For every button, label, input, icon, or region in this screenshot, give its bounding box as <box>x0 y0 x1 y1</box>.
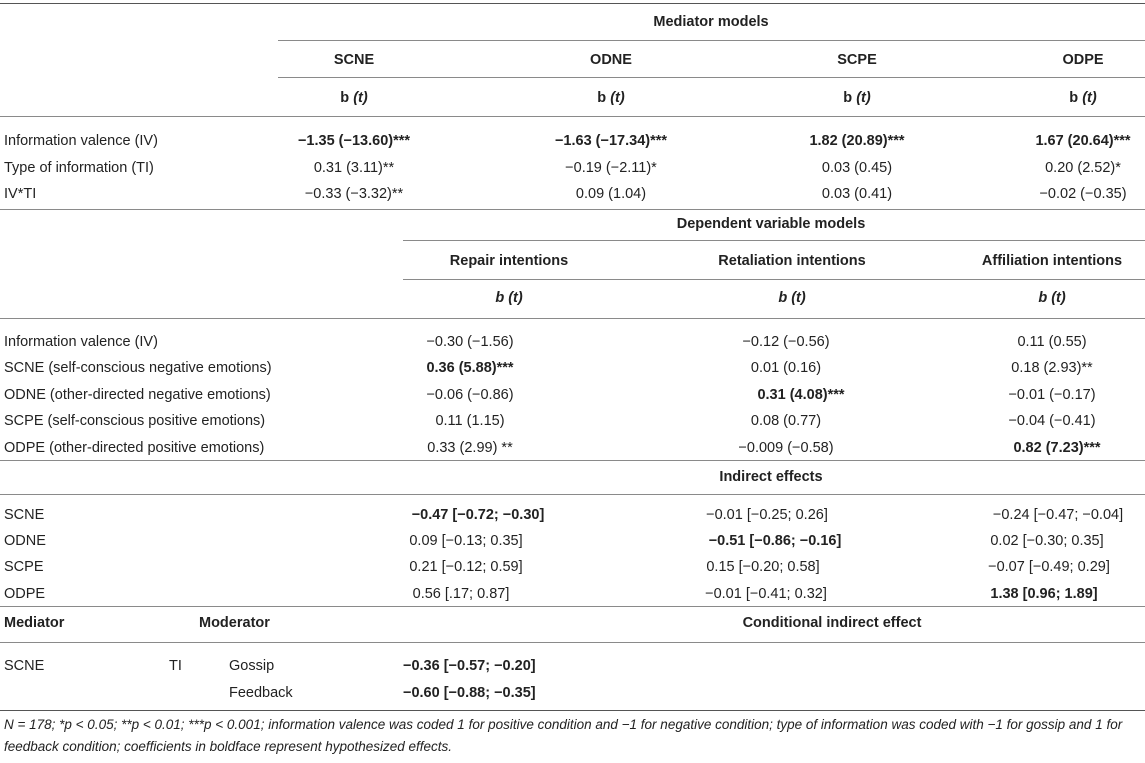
section-divider-2 <box>0 460 1145 461</box>
moderator-header: Moderator <box>199 615 270 631</box>
mediator-title-rule <box>278 40 1145 41</box>
row-label: IV*TI <box>4 186 37 202</box>
table-cell: 0.02 [−0.30; 0.35] <box>990 533 1104 549</box>
table-cell: −0.36 [−0.57; −0.20] <box>403 658 536 674</box>
row-label: Information valence (IV) <box>4 133 158 149</box>
table-cell: −0.19 (−2.11)* <box>565 160 657 176</box>
moderator-value: TI <box>169 658 182 674</box>
row-label: SCPE (self-conscious positive emotions) <box>4 413 266 429</box>
table-cell: −0.02 (−0.35) <box>1039 186 1127 202</box>
dv-col-retaliation: Retaliation intentions <box>718 253 866 269</box>
mediator-col-odpe: ODPE <box>1062 52 1104 68</box>
table-cell: −0.60 [−0.88; −0.35] <box>403 685 536 701</box>
moderator-level: Feedback <box>229 685 293 701</box>
conditional-effect-header: Conditional indirect effect <box>742 615 922 631</box>
table-cell: 0.01 (0.16) <box>750 360 822 376</box>
row-label: SCNE (self-conscious negative emotions) <box>4 360 272 376</box>
table-cell: 0.08 (0.77) <box>750 413 822 429</box>
table-bottom-rule <box>0 710 1145 711</box>
table-cell: 0.36 (5.88)*** <box>426 360 514 376</box>
dv-col-repair: Repair intentions <box>449 253 569 269</box>
table-cell: −0.009 (−0.58) <box>738 440 834 456</box>
section-divider-1 <box>0 209 1145 210</box>
mediator-col-odne: ODNE <box>590 52 632 68</box>
mediator-col-scpe: SCPE <box>837 52 877 68</box>
row-label: SCNE <box>4 507 45 523</box>
mediator-col-scne: SCNE <box>333 52 375 68</box>
dv-stat-affiliation: b (t) <box>1038 290 1066 306</box>
table-cell: 0.18 (2.93)** <box>1011 360 1093 376</box>
table-cell: 0.56 [.17; 0.87] <box>412 586 510 602</box>
dv-stat-retaliation: b (t) <box>778 290 806 306</box>
moderator-level: Gossip <box>229 658 275 674</box>
dv-col-affiliation: Affiliation intentions <box>981 253 1123 269</box>
table-cell: 1.82 (20.89)*** <box>809 133 905 149</box>
row-label: ODNE <box>4 533 46 549</box>
table-cell: 1.38 [0.96; 1.89] <box>990 586 1098 602</box>
row-label: ODPE <box>4 586 46 602</box>
mediator-stat-rule <box>0 116 1145 117</box>
table-cell: 0.03 (0.45) <box>821 160 893 176</box>
indirect-title-rule <box>0 494 1145 495</box>
dv-stat-repair: b (t) <box>495 290 523 306</box>
table-cell: 0.31 (3.11)** <box>313 160 395 176</box>
table-cell: −0.01 [−0.25; 0.26] <box>706 507 828 523</box>
section-divider-3 <box>0 606 1145 607</box>
mediator-stat-scpe: b (t) <box>843 90 871 106</box>
row-label: Type of information (TI) <box>4 160 154 176</box>
table-cell: 0.11 (0.55) <box>1017 334 1087 350</box>
table-cell: 0.33 (2.99) ** <box>427 440 513 456</box>
table-top-rule <box>0 3 1145 4</box>
table-cell: −0.33 (−3.32)** <box>304 186 404 202</box>
table-cell: 0.20 (2.52)* <box>1045 160 1121 176</box>
mediator-models-title: Mediator models <box>653 14 769 30</box>
table-cell: −0.01 [−0.41; 0.32] <box>705 586 827 602</box>
mediator-columns-rule <box>278 77 1145 78</box>
table-cell: 0.31 (4.08)*** <box>757 387 845 403</box>
table-cell: −0.04 (−0.41) <box>1008 413 1096 429</box>
table-footnote: N = 178; *p < 0.05; **p < 0.01; ***p < 0.001; information valence was coded 1 for positive condition and −1 for negative condition; type of information was coded with −1 for gossip and 1 for feedback condition; coefficients in boldface represent hypothesized effects. <box>4 717 1123 754</box>
table-cell: 0.09 (1.04) <box>575 186 647 202</box>
indirect-effects-title: Indirect effects <box>719 469 823 485</box>
conditional-header-rule <box>0 642 1145 643</box>
table-cell: 0.82 (7.23)*** <box>1013 440 1101 456</box>
dv-columns-rule <box>403 279 1145 280</box>
mediator-header: Mediator <box>4 615 65 631</box>
mediator-stat-scne: b (t) <box>340 90 368 106</box>
table-cell: 0.09 [−0.13; 0.35] <box>409 533 523 549</box>
table-cell: −0.51 [−0.86; −0.16] <box>708 533 842 549</box>
table-cell: −0.07 [−0.49; 0.29] <box>988 559 1110 575</box>
table-cell: −1.63 (−17.34)*** <box>554 133 668 149</box>
table-cell: 1.67 (20.64)*** <box>1035 133 1131 149</box>
table-cell: 0.21 [−0.12; 0.59] <box>409 559 523 575</box>
dv-models-title: Dependent variable models <box>676 216 866 232</box>
table-cell: −0.47 [−0.72; −0.30] <box>411 507 545 523</box>
dv-stat-rule <box>0 318 1145 319</box>
table-cell: −0.06 (−0.86) <box>426 387 514 403</box>
mediator-value: SCNE <box>4 658 45 674</box>
dv-title-rule <box>403 240 1145 241</box>
table-cell: −0.30 (−1.56) <box>426 334 514 350</box>
table-cell: −0.24 [−0.47; −0.04] <box>992 507 1124 523</box>
mediator-stat-odne: b (t) <box>597 90 625 106</box>
row-label: ODNE (other-directed negative emotions) <box>4 387 271 403</box>
row-label: Information valence (IV) <box>4 334 158 350</box>
table-cell: −1.35 (−13.60)*** <box>297 133 411 149</box>
mediator-stat-odpe: b (t) <box>1069 90 1097 106</box>
table-cell: −0.01 (−0.17) <box>1008 387 1096 403</box>
table-cell: 0.03 (0.41) <box>821 186 893 202</box>
table-cell: 0.15 [−0.20; 0.58] <box>706 559 820 575</box>
table-cell: 0.11 (1.15) <box>435 413 505 429</box>
row-label: SCPE <box>4 559 44 575</box>
table-cell: −0.12 (−0.56) <box>742 334 830 350</box>
row-label: ODPE (other-directed positive emotions) <box>4 440 265 456</box>
